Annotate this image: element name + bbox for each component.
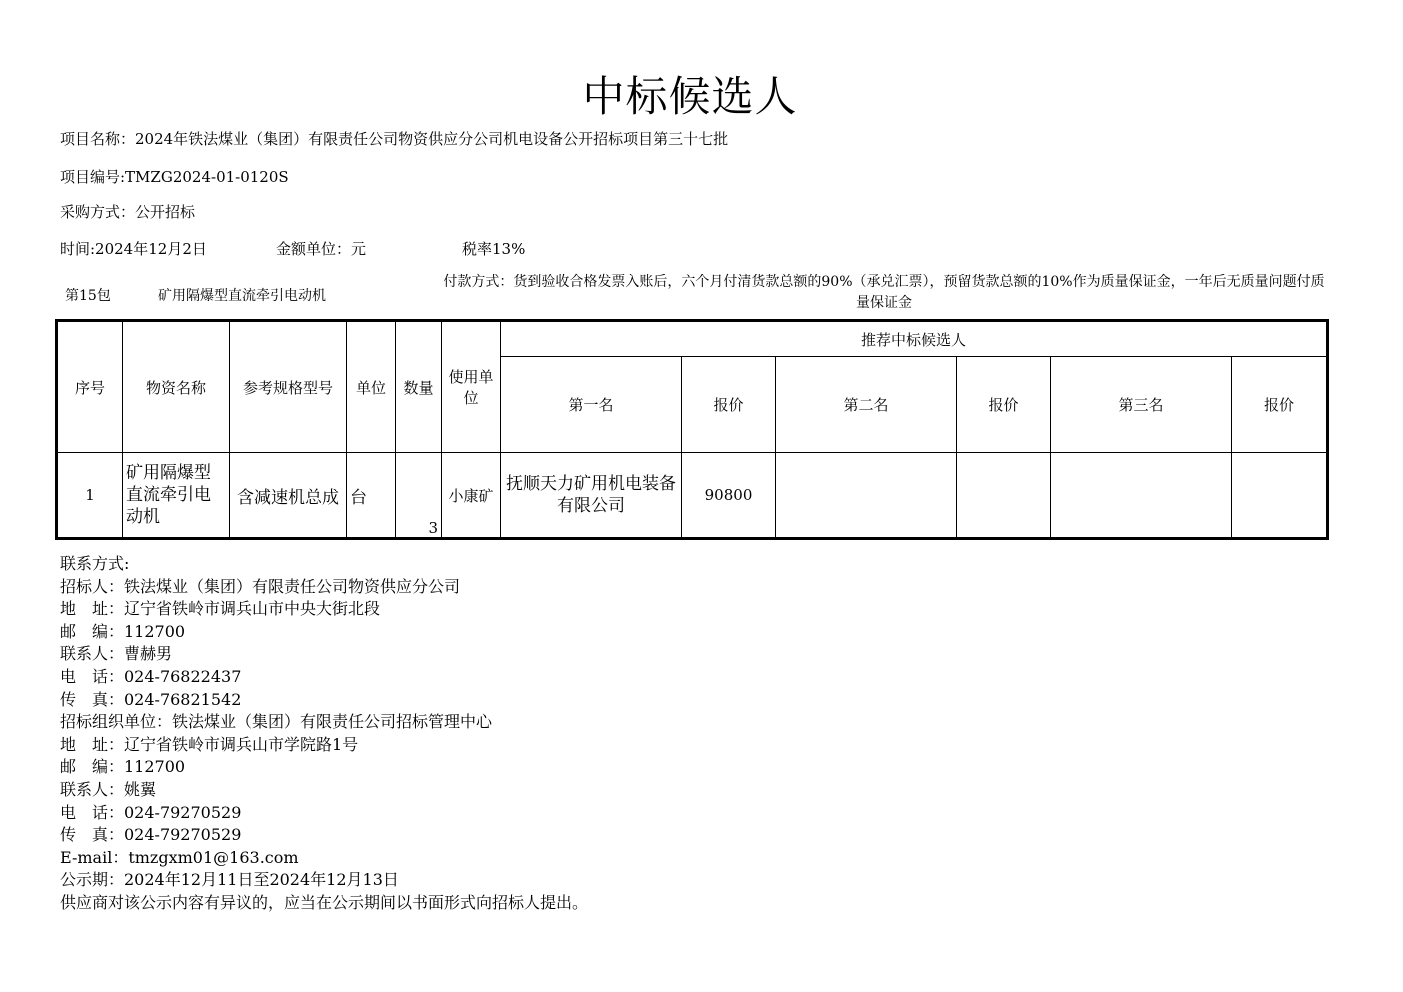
cell-name: 矿用隔爆型直流牵引电动机 bbox=[123, 453, 230, 539]
cell-unit: 台 bbox=[347, 453, 396, 539]
contact-line: 邮 编：112700 bbox=[60, 621, 186, 641]
header-recommend: 推荐中标候选人 bbox=[501, 321, 1328, 357]
contact-heading: 联系方式: bbox=[60, 554, 130, 573]
header-user: 使用单位 bbox=[442, 321, 501, 453]
header-first: 第一名 bbox=[501, 357, 682, 453]
header-second: 第二名 bbox=[776, 357, 957, 453]
project-name: 项目名称：2024年铁法煤业（集团）有限责任公司物资供应分公司机电设备公开招标项目第三十七批 bbox=[60, 130, 729, 148]
contact-notice: 供应商对该公示内容有异议的，应当在公示期间以书面形式向招标人提出。 bbox=[60, 892, 589, 912]
header-price1: 报价 bbox=[682, 357, 776, 453]
cell-price1: 90800 bbox=[682, 453, 776, 539]
cell-third bbox=[1051, 453, 1232, 539]
package-name: 矿用隔爆型直流牵引电动机 bbox=[158, 288, 326, 304]
header-third: 第三名 bbox=[1051, 357, 1232, 453]
contact-line: 招标组织单位：铁法煤业（集团）有限责任公司招标管理中心 bbox=[60, 712, 493, 732]
payment-terms: 付款方式：货到验收合格发票入账后，六个月付清货款总额的90%（承兑汇票），预留货款总额的10%作为质量保证金，一年后无质量问题付质量保证金 bbox=[443, 274, 1325, 311]
package-number: 第15包 bbox=[65, 288, 111, 304]
cell-qty: 3 bbox=[396, 453, 442, 539]
contact-section bbox=[60, 553, 588, 915]
header-qty: 数量 bbox=[396, 321, 442, 453]
table-row bbox=[57, 453, 1328, 539]
contact-line: 传 真：024-79270529 bbox=[60, 825, 242, 845]
cell-first: 抚顺天力矿用机电装备有限公司 bbox=[501, 453, 682, 539]
page-title: 中标候选人 bbox=[582, 72, 798, 121]
header-name: 物资名称 bbox=[123, 321, 230, 453]
contact-line: 联系人：曹赫男 bbox=[60, 644, 173, 664]
date-text: 时间:2024年12月2日 bbox=[60, 240, 207, 258]
cell-spec: 含减速机总成 bbox=[230, 453, 347, 539]
header-price2: 报价 bbox=[957, 357, 1051, 453]
contact-line: 电 话：024-76822437 bbox=[60, 666, 242, 686]
contact-line: 招标人：铁法煤业（集团）有限责任公司物资供应分公司 bbox=[60, 576, 461, 596]
contact-line: 地 址：辽宁省铁岭市调兵山市学院路1号 bbox=[60, 734, 359, 754]
procurement-method: 采购方式：公开招标 bbox=[60, 203, 196, 221]
tax-rate: 税率13% bbox=[462, 240, 526, 258]
contact-email: E-mail：tmzgxm01@163.com bbox=[60, 847, 299, 867]
header-price3: 报价 bbox=[1232, 357, 1328, 453]
header-seq: 序号 bbox=[57, 321, 123, 453]
cell-user: 小康矿 bbox=[442, 453, 501, 539]
contact-period: 公示期：2024年12月11日至2024年12月13日 bbox=[60, 870, 399, 890]
bid-table bbox=[55, 319, 1329, 540]
contact-line: 传 真：024-76821542 bbox=[60, 689, 242, 709]
cell-seq: 1 bbox=[57, 453, 123, 539]
contact-line: 地 址：辽宁省铁岭市调兵山市中央大街北段 bbox=[60, 599, 381, 619]
cell-second bbox=[776, 453, 957, 539]
header-unit: 单位 bbox=[347, 321, 396, 453]
contact-line: 联系人：姚翼 bbox=[60, 779, 157, 799]
project-number: 项目编号:TMZG2024-01-0120S bbox=[60, 168, 289, 186]
cell-price3 bbox=[1232, 453, 1328, 539]
currency-unit: 金额单位：元 bbox=[276, 240, 367, 258]
header-spec: 参考规格型号 bbox=[230, 321, 347, 453]
contact-line: 邮 编：112700 bbox=[60, 757, 186, 777]
cell-price2 bbox=[957, 453, 1051, 539]
contact-line: 电 话：024-79270529 bbox=[60, 802, 242, 822]
